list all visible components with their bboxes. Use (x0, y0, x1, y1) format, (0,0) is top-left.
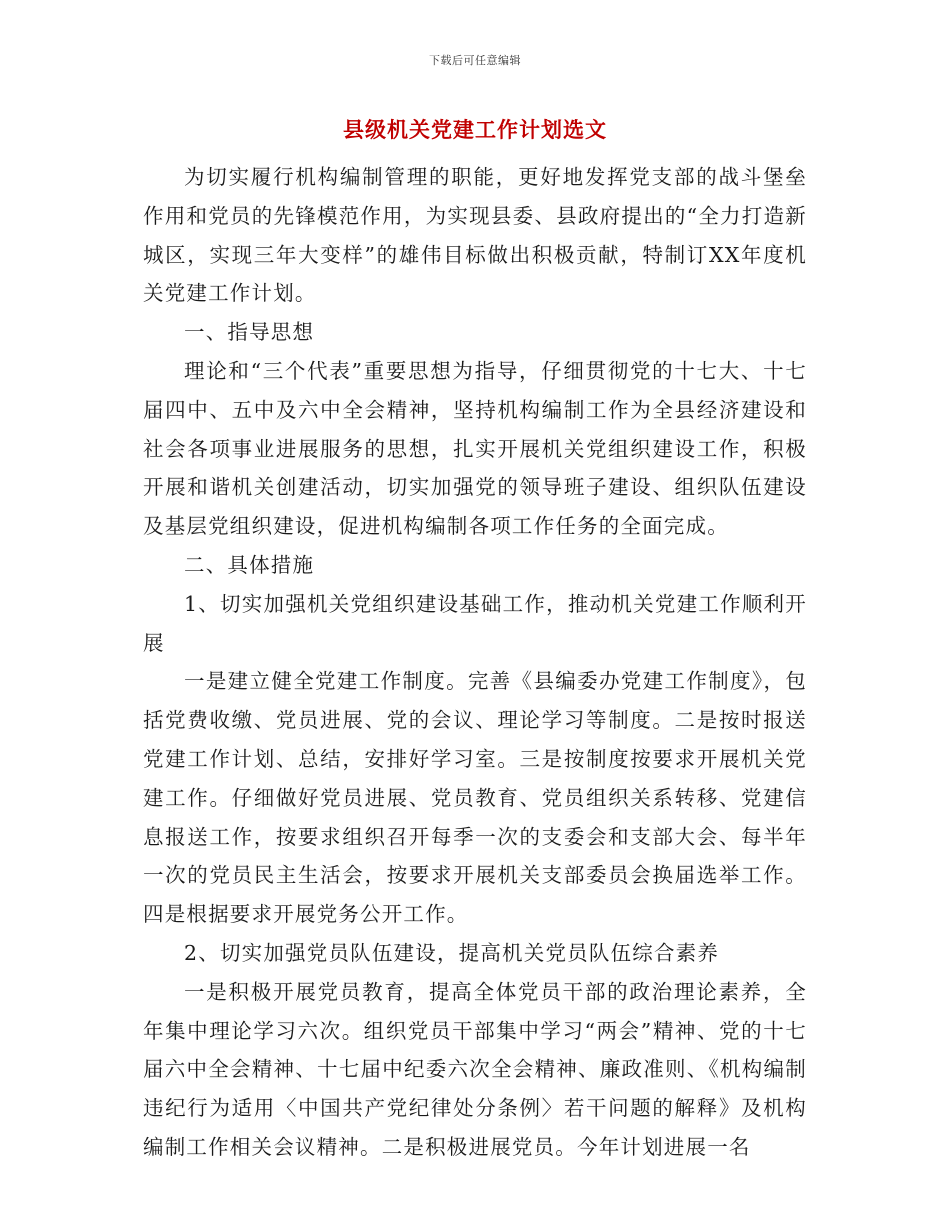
document-body (143, 158, 807, 1167)
document-title: 县级机关党建工作计划选文 (343, 117, 607, 142)
subheading-measure-1: 1、切实加强机关党组织建设基础工作，推动机关党建工作顺利开展 (143, 591, 807, 655)
section-heading-specific-measures: 二、具体措施 (184, 552, 315, 577)
subheading-measure-2: 2、切实加强党员队伍建设，提高机关党员队伍综合素养 (184, 940, 720, 965)
paragraph-guiding-ideology: 理论和“三个代表”重要思想为指导，仔细贯彻党的十七大、十七届四中、五中及六中全会精神，坚持机构编制工作为全县经济建设和社会各项事业进展服务的思想，扎实开展机关党组织建设工作，积极开展和谐机关创建活动，切实加强党的领导班子建设、组织队伍建设及基层党组织建设，促进机构编制各项工作任务的全面完成。 (143, 358, 807, 539)
paragraph-intro: 为切实履行机构编制管理的职能，更好地发挥党支部的战斗堡垒作用和党员的先锋模范作用，为实现县委、县政府提出的“全力打造新城区，实现三年大变样”的雄伟目标做出积极贡献，特制订XX年度机关党建工作计划。 (143, 165, 807, 306)
header-note: 下载后可任意编辑 (429, 54, 521, 67)
paragraph-measure-1: 一是建立健全党建工作制度。完善《县编委办党建工作制度》，包括党费收缴、党员进展、党的会议、理论学习等制度。二是按时报送党建工作计划、总结，安排好学习室。三是按制度按要求开展机关党建工作。仔细做好党员进展、党员教育、党员组织关系转移、党建信息报送工作，按要求组织召开每季一次的支委会和支部大会、每半年一次的党员民主生活会，按要求开展机关支部委员会换届选举工作。四是根据要求开展党务公开工作。 (143, 669, 807, 927)
section-heading-guiding-ideology: 一、指导思想 (184, 320, 315, 345)
paragraph-measure-2: 一是积极开展党员教育，提高全体党员干部的政治理论素养，全年集中理论学习六次。组织党员干部集中学习“两会”精神、党的十七届六中全会精神、十七届中纪委六次全会精神、廉政准则、《机构编制违纪行为适用〈中国共产党纪律处分条例〉若干问题的解释》及机构编制工作相关会议精神。二是积极进展党员。今年计划进展一名 (143, 979, 807, 1159)
